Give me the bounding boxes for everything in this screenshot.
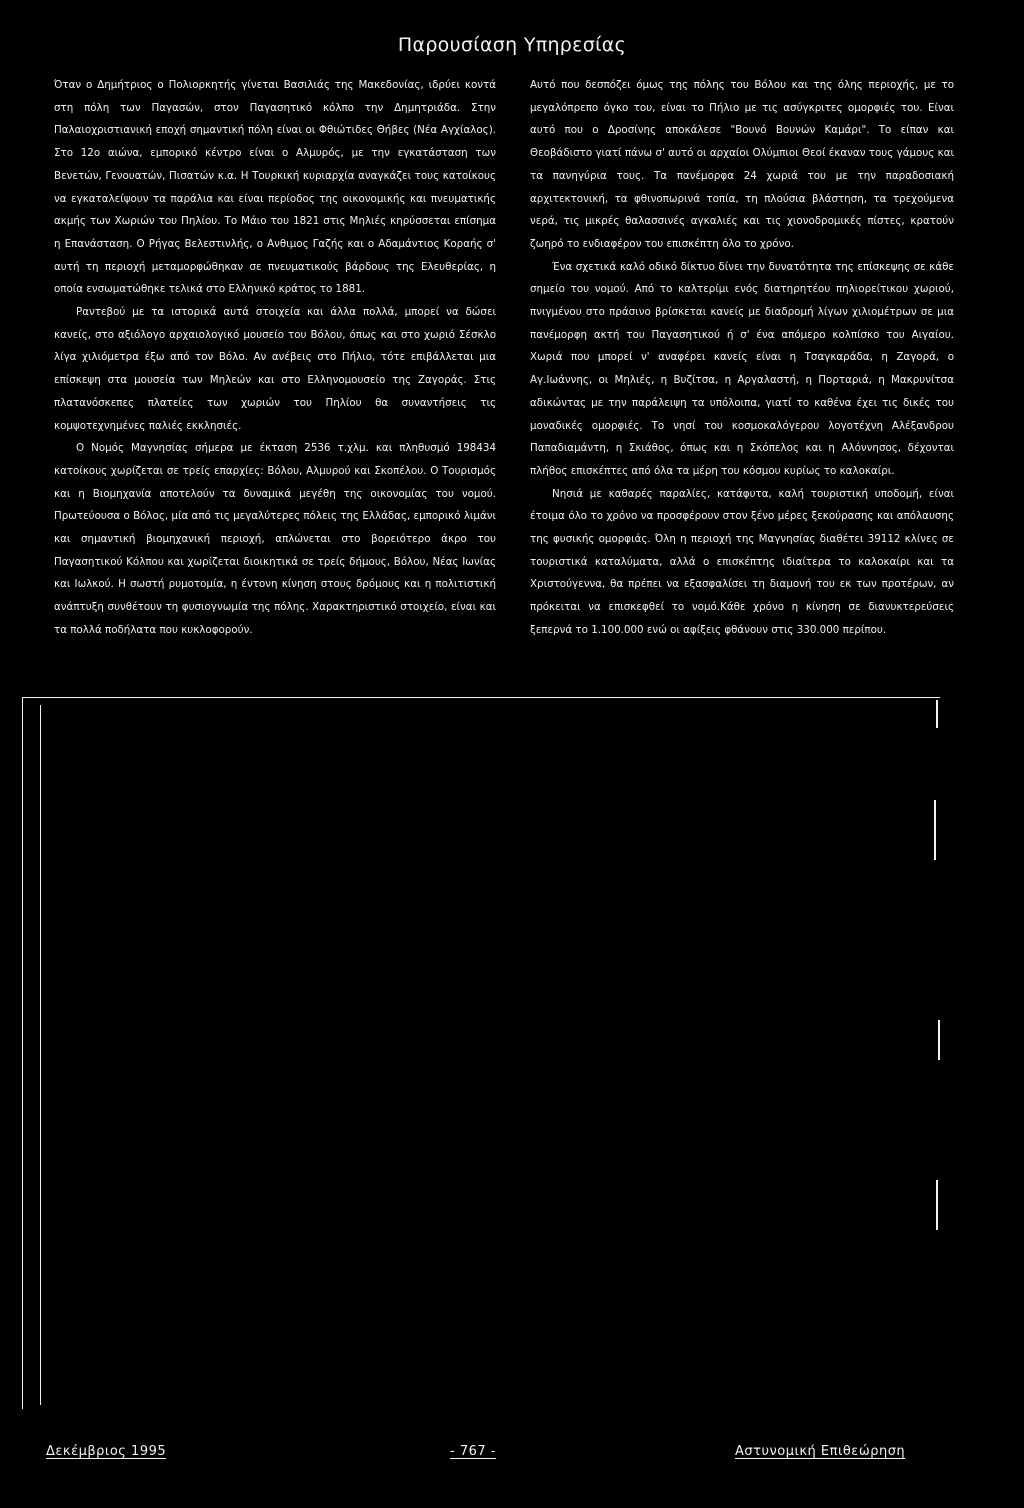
paragraph: Ραντεβού με τα ιστορικά αυτά στοιχεία και άλλα πολλά, μπορεί να δώσει κανείς, στο αξιόλογο αρχαιολογικό μουσείο του Βόλου, όπως και στο χωριό Σέσκλο λίγα χιλιόμετρα έξω από τον Βόλο. Αν ανέβεις στο Πήλιο, τότε επιβάλλεται μια επίσκεψη στα μουσεία των Μηλεών και στο Ελληνομουσείο της Ζαγοράς. Στις πλατανόσκεπες πλατείες των χωριών του Πηλίου θα συναντήσεις τις κομψοτεχνημένες παλιές εκκλησιές. [54, 306, 496, 432]
frame-tick [938, 1020, 940, 1060]
footer-publication: Αστυνομική Επιθεώρηση [735, 1444, 906, 1459]
paragraph: Αυτό που δεσπόζει όμως της πόλης του Βόλου και της όλης περιοχής, με το μεγαλόπρεπο όγκο του, είναι το Πήλιο με τις ασύγκριτες ομορφιές του. Είναι αυτό που ο Δροσίνης αποκάλεσε "Βουνό Βουνών Καμάρι". Το είπαν και Θεοβάδιστο γιατί πάνω σ' αυτό οι αρχαίοι Ολύμπιοι Θεοί έκαναν τους γάμους και τα πανηγύρια τους. Τα πανέμορφα 24 χωριά του με την παραδοσιακή αρχιτεκτονική, τα φθινοπωρινά τοπία, τη πλούσια βλάστηση, τα τρεχούμενα νερά, τις μικρές θαλασσινές αγκαλιές και τις χιονοδρομικές πίστες, κρατούν ζωηρό το ενδιαφέρον του επισκέπτη όλο το χρόνο. [530, 79, 954, 250]
frame-tick [936, 700, 938, 728]
frame-tick [936, 1180, 938, 1230]
paragraph: Όταν ο Δημήτριος ο Πολιορκητής γίνεται Βασιλιάς της Μακεδονίας, ιδρύει κοντά στη πόλη των Παγασών, στον Παγασητικό κόλπο την Δημητριάδα. Στην Παλαιοχριστιανική εποχή σημαντική πόλη είναι οι Φθιώτιδες Θήβες (Νέα Αγχίαλος). Στο 12ο αιώνα, εμπορικό κέντρο είναι ο Αλμυρός, με την εγκατάσταση των Βενετών, Γενουατών, Πισατών κ.α. Η Τουρκική κυριαρχία αναγκάζει τους κατοίκους να εγκαταλείψουν τα παράλια και είναι περίοδος της οικονομικής και πνευματικής ακμής των Χωριών του Πηλίου. Το Μάιο του 1821 στις Μηλιές κηρύσσεται επίσημα η Επανάσταση. Ο Ρήγας Βελεστινλής, ο Ανθιμος Γαζής και ο Αδαμάντιος Κοραής σ' αυτή τη περιοχή μεταμορφώθηκαν σε πνευματικούς βάρδους της Ελευθερίας, η οποία ενσωματώθηκε τελικά στο Ελληνικό κράτος το 1881. [54, 79, 496, 296]
footer-date: Δεκέμβριος 1995 [46, 1444, 167, 1459]
paragraph: Ένα σχετικά καλό οδικό δίκτυο δίνει την δυνατότητα της επίσκεψης σε κάθε σημείο του νομού. Από το καλτερίμι ενός διατηρητέου πηλιορείτικου χωριού, πνιγμένου στο πράσινο βρίσκεται κανείς με διαδρομή λίγων χιλιομέτρων σε μια πανέμορφη ακτή του Παγασητικού ή σ' ένα απόμερο κολπίσκο του Αιγαίου. Χωριά που μπορεί ν' αναφέρει κανείς είναι η Τσαγκαράδα, η Ζαγορά, ο Αγ.Ιωάννης, οι Μηλιές, η Βυζίτσα, η Αργαλαστή, η Πορταριά, η Μακρυνίτσα αδικώντας με την παράλειψη τα υπόλοιπα, γιατί το καθένα έχει τις δικές του μοναδικές ομορφιές. Το νησί του κοσμοκαλόγερου λογοτέχνη Αλέξανδρου Παπαδιαμάντη, η Σκιάθος, όπως και η Σκόπελος και η Αλόννησος, δέχονται πλήθος επισκέπτες από όλα τα μέρη του κόσμου κυρίως το καλοκαίρι. [530, 260, 954, 477]
frame-line [40, 705, 41, 1405]
paragraph: Νησιά με καθαρές παραλίες, κατάφυτα, καλή τουριστική υποδομή, είναι έτοιμα όλο το χρόνο να προσφέρουν στον ξένο μέρες ξεκούρασης και απόλαυσης της φυσικής ομορφιάς. Όλη η περιοχή της Μαγνησίας διαθέτει 39112 κλίνες σε τουριστικά καταλύματα, αλλά ο επισκέπτης ιδιαίτερα το καλοκαίρι και τα Χριστούγεννα, θα πρέπει να εξασφαλίσει τη διαμονή του εκ των προτέρων, αν πρόκειται να επισκεφθεί το νομό.Κάθε χρόνο η κίνηση σε διανυκτερεύσεις ξεπερνά το 1.100.000 ενώ οι αφίξεις φθάνουν στις 330.000 περίπου. [530, 487, 954, 636]
right-column [530, 74, 954, 642]
page-title: Παρουσίαση Υπηρεσίας [397, 34, 627, 56]
left-column [54, 74, 496, 642]
image-frame [22, 697, 940, 1409]
frame-tick [934, 800, 936, 860]
footer-page-number: - 767 - [450, 1444, 496, 1459]
paragraph: Ο Νομός Μαγνησίας σήμερα με έκταση 2536 τ.χλμ. και πληθυσμό 198434 κατοίκους χωρίζεται σε τρείς επαρχίες: Βόλου, Αλμυρού και Σκοπέλου. Ο Τουρισμός και η Βιομηχανία αποτελούν τα δυναμικά μεγέθη της οικονομίας του νομού. Πρωτεύουσα ο Βόλος, μία από τις μεγαλύτερες πόλεις της Ελλάδας, εμπορικό λιμάνι και σημαντική βιομηχανική περιοχή, απλώνεται στο βορειότερο άκρο του Παγασητικού Κόλπου και χωρίζεται διοικητικά σε τρείς δήμους, Βόλου, Νέας Ιωνίας και Ιωλκού. Η σωστή ρυμοτομία, η έντονη κίνηση στους δρόμους και η πολιτιστική ανάπτυξη συνθέτουν τη φυσιογνωμία της πόλης. Χαρακτηριστικό στοιχείο, είναι και τα πολλά ποδήλατα που κυκλοφορούν. [54, 442, 496, 636]
